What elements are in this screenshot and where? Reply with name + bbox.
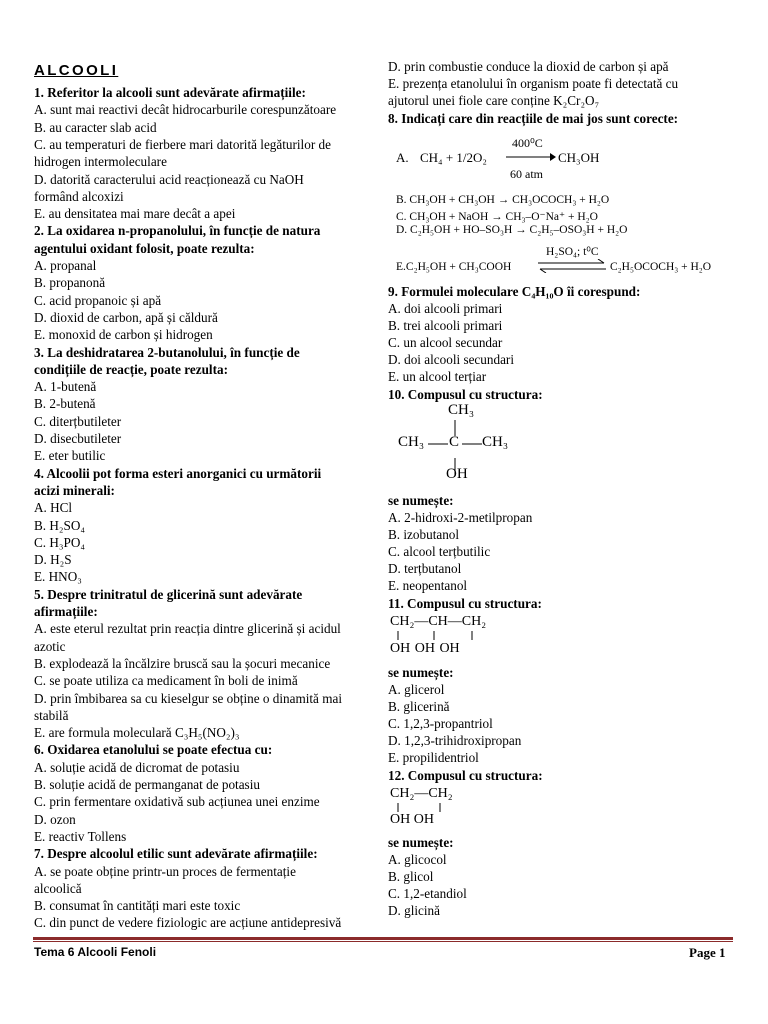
answer-option: A. HCl — [34, 500, 73, 516]
q8-a-product: CH₃OH — [558, 150, 600, 165]
answer-option: A. 2-hidroxi-2-metilpropan — [388, 510, 533, 525]
footer-divider-thin — [33, 941, 733, 942]
s10-left-group: CH₃ — [398, 434, 425, 450]
q8-e-reactants: E.C₂H₅OH + CH₃COOH — [396, 261, 512, 273]
answer-option: C. din punct de vedere fiziologic are acțiune antidepresivă — [34, 915, 342, 931]
answer-option: stabilă — [34, 707, 69, 723]
answer-option: B. consumat în cantități mari este toxic — [34, 898, 241, 914]
answer-option: C. 1,2,3-propantriol — [388, 716, 493, 731]
answer-option: E. propilidentriol — [388, 750, 479, 765]
q8-a-condition-top: 400⁰C — [512, 136, 543, 150]
s10-left-bond — [428, 443, 448, 445]
question-heading: se numește: — [388, 665, 454, 680]
answer-option: C. au temperaturi de fierbere mari datorită legăturilor de — [34, 136, 331, 152]
answer-option: D. H₂S — [34, 552, 72, 568]
q8-e-products: C₂H₅OCOCH₃ + H₂O — [610, 261, 712, 273]
s10-right-bond — [462, 443, 482, 445]
answer-option: D. terțbutanol — [388, 561, 462, 576]
answer-option: A. este eterul rezultat prin reacția dintre glicerină și acidul — [34, 621, 341, 637]
answer-option: C. alcool terțbutilic — [388, 544, 491, 559]
s11-vertical-bonds — [390, 631, 500, 641]
q8-a-arrow-icon — [506, 152, 556, 162]
q8-a-condition-bottom: 60 atm — [510, 167, 543, 181]
answer-option: C. un alcool secundar — [388, 335, 503, 350]
q8-b-equation: B. CH₃OH + CH₃OH → CH₃OCOCH₃ + H₂O — [396, 194, 610, 206]
footer-page-number: Page 1 — [689, 945, 726, 960]
question-heading: 9. Formulei moleculare C₄H₁₀O îi corespund: — [388, 284, 641, 299]
answer-option: D. prin combustie conduce la dioxid de carbon și apă — [388, 59, 669, 74]
structure-q10 — [388, 402, 588, 490]
answer-option: C. H₃PO₄ — [34, 534, 85, 550]
answer-option: D. datorită caracterului acid reacționează cu NaOH — [34, 171, 304, 187]
question-heading: 7. Despre alcoolul etilic sunt adevărate afirmațiile: — [34, 846, 318, 862]
answer-option: B. izobutanol — [388, 527, 460, 542]
answer-option: A. glicerol — [388, 682, 445, 697]
question-heading: 6. Oxidarea etanolului se poate efectua cu: — [34, 742, 273, 758]
q8-a-label: A. — [396, 150, 409, 165]
answer-option: D. dioxid de carbon, apă și căldură — [34, 309, 218, 325]
answer-option: D. prin îmbibarea sa cu kieselgur se obține o dinamită mai — [34, 690, 342, 706]
answer-option: B. trei alcooli primari — [388, 318, 503, 333]
answer-option: B. H₂SO₄ — [34, 517, 85, 533]
answer-option: D. 1,2,3-trihidroxipropan — [388, 733, 522, 748]
question-heading: 5. Despre trinitratul de glicerină sunt adevărate — [34, 586, 303, 602]
answer-option: B. glicerină — [388, 699, 450, 714]
answer-option: C. prin fermentare oxidativă sub acțiunea unei enzime — [34, 794, 320, 810]
s10-center-atom: C — [449, 434, 460, 450]
answer-option: B. explodează la încălzire bruscă sau la șocuri mecanice — [34, 655, 331, 671]
answer-option: hidrogen intermoleculare — [34, 154, 167, 170]
answer-option: D. ozon — [34, 811, 76, 827]
s12-chain: CH₂—CH₂ — [390, 786, 453, 801]
question-heading: 2. La oxidarea n-propanolului, în funcție de natura — [34, 223, 321, 239]
answer-option: C. se poate utiliza ca medicament în boli de inimă — [34, 673, 298, 689]
s11-hydroxyls: OH OH OH — [390, 641, 460, 656]
question-heading: 1. Referitor la alcooli sunt adevărate afirmațiile: — [34, 85, 306, 100]
q8-a-reactants: CH₄ + 1/2O₂ — [420, 150, 487, 165]
question-heading: 12. Compusul cu structura: — [388, 768, 543, 783]
s12-hydroxyls: OH OH — [390, 812, 434, 827]
answer-option: B. propanonă — [34, 275, 106, 291]
answer-option: E. un alcool terțiar — [388, 369, 487, 384]
answer-option: A. doi alcooli primari — [388, 301, 503, 316]
footer-doc-title: Tema 6 Alcooli Fenoli — [34, 945, 157, 959]
answer-option: D. doi alcooli secundari — [388, 352, 514, 367]
q8-e-equilibrium-arrow-icon — [538, 259, 606, 273]
answer-option: E. neopentanol — [388, 578, 468, 593]
answer-option: E. au densitatea mai mare decât a apei — [34, 206, 236, 222]
answer-option: alcoolică — [34, 880, 82, 896]
structure-q12 — [390, 786, 590, 830]
q8-e-condition: H₂SO₄; t⁰C — [546, 246, 599, 258]
question-heading: 10. Compusul cu structura: — [388, 387, 543, 402]
answer-option: A. propanal — [34, 258, 97, 273]
answer-option: C. 1,2-etandiol — [388, 886, 467, 901]
answer-option: A. soluție acidă de dicromat de potasiu — [34, 759, 240, 775]
answer-option: B. 2-butenă — [34, 396, 96, 412]
answer-option: E. reactiv Tollens — [34, 828, 127, 844]
footer-divider-thick — [33, 937, 733, 940]
answer-option: E. monoxid de carbon și hidrogen — [34, 327, 213, 343]
answer-option: C. diterțbutileter — [34, 413, 122, 429]
question-heading: 4. Alcoolii pot forma esteri anorganici cu următorii — [34, 465, 322, 481]
s10-right-group: CH₃ — [482, 434, 509, 450]
question-heading: agentului oxidant folosit, poate rezulta: — [34, 240, 255, 256]
answer-option: E. are formula moleculară C₃H₅(NO₂)₃ — [34, 725, 240, 741]
answer-option: C. acid propanoic și apă — [34, 292, 162, 308]
s10-bottom-group: OH — [446, 466, 468, 482]
q8-d-equation: D. C₂H₅OH + HO–SO₃H → C₂H₅–OSO₃H + H₂O — [396, 224, 628, 236]
s11-chain: CH₂—CH—CH₂ — [390, 614, 487, 629]
answer-option: A. se poate obține printr-un proces de fermentație — [34, 863, 296, 879]
question-heading: condițiile de reacție, poate rezulta: — [34, 361, 228, 377]
answer-option: azotic — [34, 638, 66, 654]
answer-option: B. glicol — [388, 869, 434, 884]
answer-option: formând alcoxizi — [34, 188, 124, 204]
answer-option: E. HNO₃ — [34, 569, 82, 585]
answer-option: D. disecbutileter — [34, 431, 122, 446]
q8-c-equation: C. CH₃OH + NaOH → CH₃–O⁻Na⁺ + H₂O — [396, 211, 598, 223]
question-heading: 11. Compusul cu structura: — [388, 596, 542, 611]
answer-option: B. au caracter slab acid — [34, 119, 157, 135]
question-heading: se numește: — [388, 493, 454, 508]
answer-option: E. prezența etanolului în organism poate fi detectată cu — [388, 76, 679, 91]
answer-option: B. soluție acidă de permanganat de potasiu — [34, 777, 260, 792]
answer-option: E. eter butilic — [34, 448, 106, 464]
question-heading: 3. La deshidratarea 2-butanolului, în funcție de — [34, 344, 300, 360]
answer-option: A. sunt mai reactivi decât hidrocarburile corespunzătoare — [34, 102, 337, 118]
s10-top-group: CH₃ — [448, 402, 475, 418]
question-heading: afirmațiile: — [34, 604, 98, 619]
structure-q11 — [390, 614, 590, 660]
answer-option: A. glicocol — [388, 852, 447, 867]
question-heading: 8. Indicați care din reacțiile de mai jos sunt corecte: — [388, 111, 679, 126]
document-title: ALCOOLI — [34, 62, 119, 79]
answer-option: A. 1-butenă — [34, 379, 97, 395]
answer-option: D. glicină — [388, 903, 441, 918]
question-heading: se numește: — [388, 835, 454, 850]
answer-option: ajutorul unei fiole care conține K₂Cr₂O₇ — [388, 93, 600, 108]
question-heading: acizi minerali: — [34, 482, 115, 498]
